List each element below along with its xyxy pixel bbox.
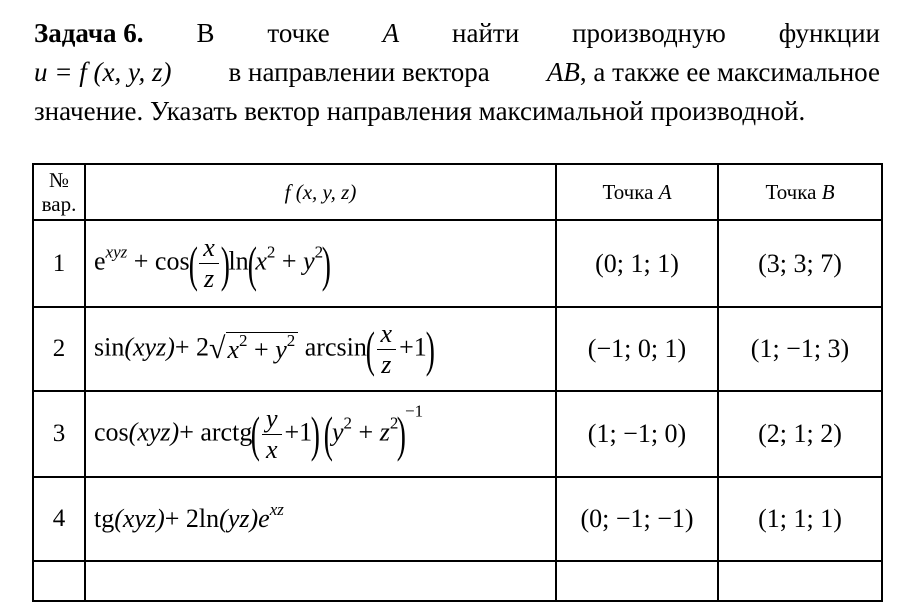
- task-point-a: A: [382, 18, 400, 48]
- fn-token: arcsin: [304, 331, 367, 361]
- row-point-b: (1; −1; 3): [718, 307, 882, 391]
- header-point-b-label: Точка: [765, 180, 817, 204]
- fn-token: +: [281, 246, 297, 276]
- header-function: f (x, y, z): [85, 164, 556, 220]
- fn-token: (xyz): [124, 331, 175, 361]
- fn-token: + arctg: [179, 416, 253, 446]
- fn-token: y: [275, 335, 287, 364]
- fn-exponent: 2: [314, 242, 324, 262]
- table-header-row: [33, 164, 882, 220]
- row-number: 4: [33, 477, 85, 561]
- row-point-a: (−1; 0; 1): [556, 307, 718, 391]
- row-function: cos(xyz)+ arctg( $\frac{y}{x}$ +1) $(y^2 + z^2)^{-1}$: [85, 391, 556, 477]
- fn-token: (xyz): [114, 504, 165, 533]
- fn-token: + 2: [164, 504, 199, 533]
- table-row: [33, 220, 882, 307]
- fn-token: e: [94, 246, 106, 276]
- row-function: $e^{xyz} + \cos$( $\frac{x}{z}$ )$\ln(x^2 + y^2)$: [85, 220, 556, 307]
- row-function: [85, 477, 556, 561]
- row-point-a: [556, 561, 718, 601]
- fn-token: ln: [228, 246, 249, 276]
- fn-exponent: 2: [266, 242, 276, 262]
- fn-denominator: z: [381, 349, 392, 379]
- fn-token: x: [255, 246, 267, 276]
- fn-token: +1: [284, 416, 313, 446]
- table-row: [33, 561, 882, 601]
- fn-fraction: [199, 233, 219, 294]
- fn-token: sin: [94, 331, 125, 361]
- header-point-b: [718, 164, 882, 220]
- task-text: , а также ее максимальное: [579, 57, 880, 87]
- fn-exponent: 2: [343, 412, 353, 432]
- fn-token: x: [227, 335, 240, 364]
- row-point-a: (1; −1; 0): [556, 391, 718, 477]
- fn-exponent: 2: [239, 331, 248, 350]
- fn-exponent: xz: [269, 500, 284, 519]
- header-number-sign: №: [48, 168, 70, 192]
- row-point-a: (0; −1; −1): [556, 477, 718, 561]
- fn-numerator: x: [199, 233, 219, 264]
- fn-numerator: y: [262, 404, 282, 435]
- row-number: 2: [33, 307, 85, 391]
- fn-token: tg: [94, 504, 115, 533]
- fn-exponent: −1: [405, 400, 424, 420]
- fn-token: +: [254, 335, 269, 364]
- fn-exponent: 2: [389, 412, 399, 432]
- fn-token: + cos: [133, 246, 190, 276]
- fn-exponent: xyz: [105, 242, 128, 262]
- header-point-b-letter: B: [821, 180, 835, 204]
- header-variant: вар.: [41, 192, 77, 216]
- row-point-b: (1; 1; 1): [718, 477, 882, 561]
- fn-denominator: x: [265, 434, 278, 464]
- row-point-a: (0; 1; 1): [556, 220, 718, 307]
- fn-token: ln: [198, 504, 220, 533]
- row-number: 3: [33, 391, 85, 477]
- header-point-a: [556, 164, 718, 220]
- row-point-b: [718, 561, 882, 601]
- task-statement: [34, 14, 880, 131]
- fn-token: cos: [94, 416, 129, 446]
- task-line-3: [34, 92, 880, 131]
- table-row: [33, 391, 882, 477]
- task-word: производную: [572, 18, 726, 48]
- fn-numerator: x: [377, 319, 397, 350]
- fn-token: +1: [399, 331, 427, 361]
- row-number: 1: [33, 220, 85, 307]
- task-title: Задача 6.: [34, 18, 144, 48]
- row-function: sin(xyz)+ 2 √ $x^2 + y^2$ arcsin( $\frac{x}{z}$ +1): [85, 307, 556, 391]
- fn-fraction: [262, 404, 282, 465]
- task-vector: AB: [546, 57, 580, 87]
- header-number: [33, 164, 85, 220]
- row-point-b: (3; 3; 7): [718, 220, 882, 307]
- task-word: найти: [452, 18, 520, 48]
- header-point-a-letter: A: [658, 180, 672, 204]
- variants-table: [32, 163, 883, 602]
- fn-token: (yz): [219, 504, 259, 533]
- fn-token: + 2: [174, 331, 210, 361]
- fn-sqrt: √ $x^2 + y^2$: [209, 332, 298, 366]
- fn-exponent: 2: [286, 331, 296, 350]
- task-line-2: [34, 53, 880, 92]
- row-function: [85, 561, 556, 601]
- fn-token: +: [358, 416, 374, 446]
- task-line-1: [34, 14, 880, 53]
- task-text: в направлении вектора: [228, 57, 490, 87]
- task-word: точке: [267, 18, 330, 48]
- row-point-b: (2; 1; 2): [718, 391, 882, 477]
- fn-token: e: [258, 504, 270, 533]
- header-point-a-label: Точка: [602, 180, 654, 204]
- fn-token: y: [332, 416, 344, 446]
- task-word: функции: [778, 18, 880, 48]
- table-row: [33, 477, 882, 561]
- fn-token: y: [303, 246, 315, 276]
- task-text: значение. Указать вектор направления максимальной производной.: [34, 96, 806, 126]
- fn-fraction: [377, 319, 397, 380]
- fn-denominator: z: [203, 264, 215, 293]
- task-word: В: [196, 18, 215, 48]
- fn-token: (xyz): [128, 416, 180, 446]
- table-row: [33, 307, 882, 391]
- row-number: [33, 561, 85, 601]
- task-function: u = f (x, y, z): [34, 57, 172, 87]
- fn-token: z: [379, 416, 390, 446]
